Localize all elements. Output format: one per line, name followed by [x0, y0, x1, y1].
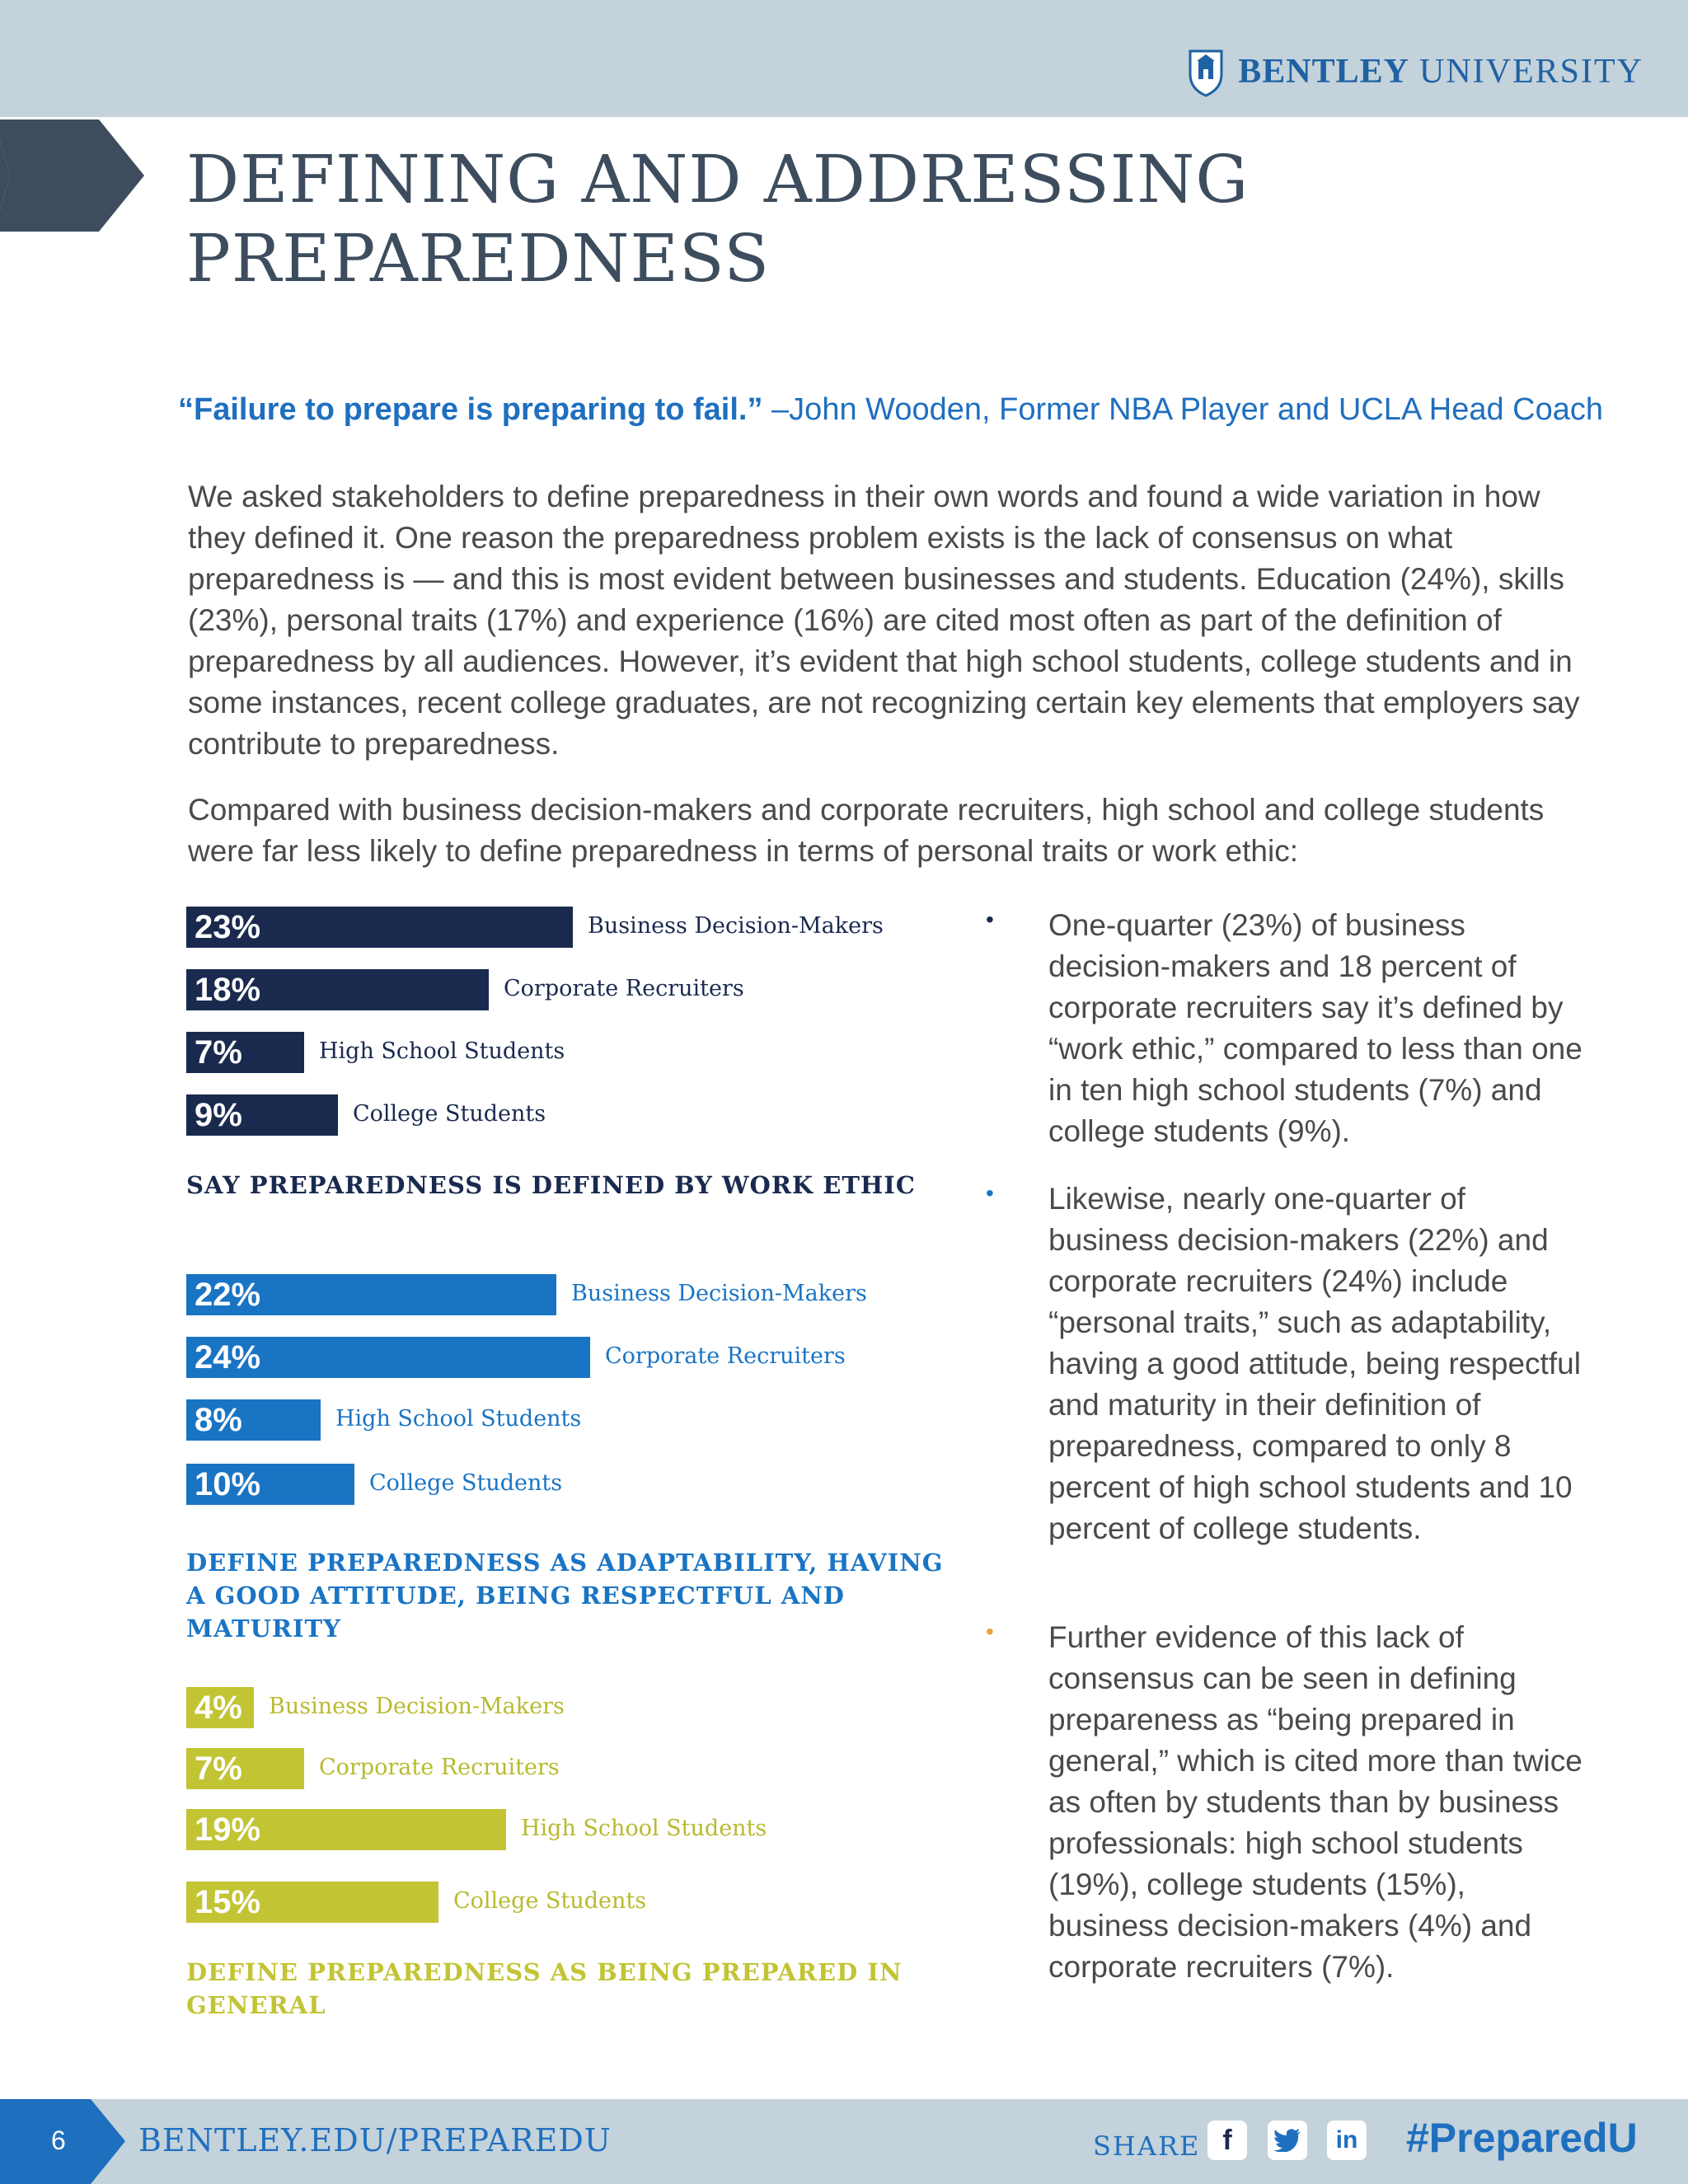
hashtag-link[interactable]: #PreparedU: [1406, 2115, 1638, 2161]
bar: [186, 1748, 304, 1789]
page-title: [186, 140, 1249, 298]
bar-category-label: Corporate Recruiters: [605, 1343, 846, 1369]
bar: [186, 1687, 254, 1728]
linkedin-icon[interactable]: in: [1327, 2121, 1367, 2160]
bar-value-label: 24%: [195, 1339, 261, 1376]
bullet-dot: •: [986, 1180, 994, 1206]
page-title-line2: PREPAREDNESS: [186, 220, 771, 297]
university-crest-icon: [1187, 46, 1225, 97]
bar-value-label: 7%: [195, 1034, 242, 1071]
university-logo[interactable]: [1187, 43, 1643, 101]
twitter-icon[interactable]: [1268, 2121, 1307, 2160]
bar: [186, 969, 489, 1010]
comparison-paragraph: Compared with business decision-makers and corporate recruiters, high school and college students were far less likely to define preparedness in terms of personal traits or work ethic:: [188, 793, 1545, 868]
pull-quote: [178, 392, 1603, 428]
intro-paragraph: We asked stakeholders to define preparedness in their own words and found a wide variation in how they defined it. One reason the preparedness problem exists is the lack of consensus on what preparedness is — and this is most evident between businesses and students. Education (24%), skills (23%), personal traits (17%) and experience (16%) are cited most often as part of the definition of preparedness by all audiences. However, it’s evident that high school students, college students and in some instances, recent college graduates, are not recognizing certain key elements that employers say contribute to preparedness.: [188, 480, 1580, 761]
bar-category-label: High School Students: [335, 1406, 582, 1432]
bar-value-label: 4%: [195, 1690, 242, 1726]
bar-category-label: High School Students: [319, 1038, 565, 1064]
bar-value-label: 23%: [195, 909, 261, 945]
brand-name-light: UNIVERSITY: [1419, 53, 1643, 91]
bar-category-label: Business Decision-Makers: [588, 913, 884, 939]
twitter-bird-icon: [1273, 2129, 1301, 2152]
prepared-in-general-chart: [186, 1687, 945, 2019]
footer-band: [0, 2099, 1688, 2184]
bar: [186, 1882, 438, 1923]
section-chevron: [0, 120, 144, 232]
bar: [186, 1274, 556, 1315]
bar-value-label: 15%: [195, 1884, 261, 1920]
work-ethic-chart: [186, 907, 945, 1220]
bar: [186, 1464, 354, 1505]
bar-value-label: 19%: [195, 1811, 261, 1848]
quote-attribution: –John Wooden, Former NBA Player and UCLA Head Coach: [771, 392, 1603, 427]
bar-value-label: 7%: [195, 1750, 242, 1787]
bullet-text: Further evidence of this lack of consensus can be seen in defining prepareness as “being prepared in general,” which is cited more than twice as often by students than by business professionals: high school students (19%), college students (15%), business decision-makers (4%) and corporate recruiters (7%).: [1048, 1620, 1582, 1984]
bar-value-label: 10%: [195, 1466, 261, 1502]
personal-traits-chart: [186, 1274, 945, 1643]
brand-name-bold: BENTLEY: [1238, 53, 1410, 91]
bullet-dot: •: [986, 907, 994, 932]
header-band: [0, 0, 1688, 117]
bullet-dot: •: [986, 1619, 994, 1644]
bullet-text: One-quarter (23%) of business decision-makers and 18 percent of corporate recruiters say it’s defined by “work ethic,” compared to less than one in ten high school students (7%) and college students (9%).: [1048, 908, 1582, 1148]
bar: [186, 1399, 321, 1441]
chart-caption: SAY PREPAREDNESS IS DEFINED BY WORK ETHIC: [186, 1171, 916, 1199]
page-title-line1: DEFINING AND ADDRESSING: [186, 141, 1250, 218]
bar-category-label: College Students: [453, 1888, 647, 1914]
bar-category-label: College Students: [353, 1101, 546, 1127]
bullet-text: Likewise, nearly one-quarter of business decision-makers (22%) and corporate recruiters (24%) include “personal traits,” such as adaptability, having a good attitude, being respectful and maturity in their definition of preparedness, compared to only 8 percent of high school students and 10 percent of college students.: [1048, 1182, 1581, 1545]
facebook-icon[interactable]: f: [1207, 2121, 1247, 2160]
bar-category-label: Business Decision-Makers: [269, 1694, 565, 1719]
bar-category-label: High School Students: [521, 1816, 767, 1841]
bar: [186, 1809, 506, 1850]
bar-value-label: 22%: [195, 1277, 261, 1313]
bar-category-label: College Students: [369, 1470, 563, 1496]
chart-caption: DEFINE PREPAREDNESS AS ADAPTABILITY, HAVING A GOOD ATTITUDE, BEING RESPECTFUL AND MATURITY: [186, 1549, 944, 1643]
bar-category-label: Corporate Recruiters: [319, 1755, 560, 1780]
page-number: 6: [51, 2125, 66, 2155]
bar: [186, 1337, 590, 1378]
share-label: SHARE: [1093, 2130, 1201, 2162]
bar: [186, 907, 573, 948]
bar: [186, 1094, 338, 1136]
bar-category-label: Corporate Recruiters: [504, 976, 744, 1001]
footer-url-link[interactable]: BENTLEY.EDU/PREPAREDU: [138, 2122, 612, 2158]
bar-value-label: 9%: [195, 1097, 242, 1133]
bar-category-label: Business Decision-Makers: [571, 1281, 867, 1306]
bar-value-label: 8%: [195, 1402, 242, 1438]
bar-value-label: 18%: [195, 972, 261, 1008]
bar: [186, 1032, 304, 1073]
quote-text: “Failure to prepare is preparing to fail.”: [178, 392, 763, 427]
chart-caption: DEFINE PREPAREDNESS AS BEING PREPARED IN GENERAL: [186, 1958, 903, 2019]
